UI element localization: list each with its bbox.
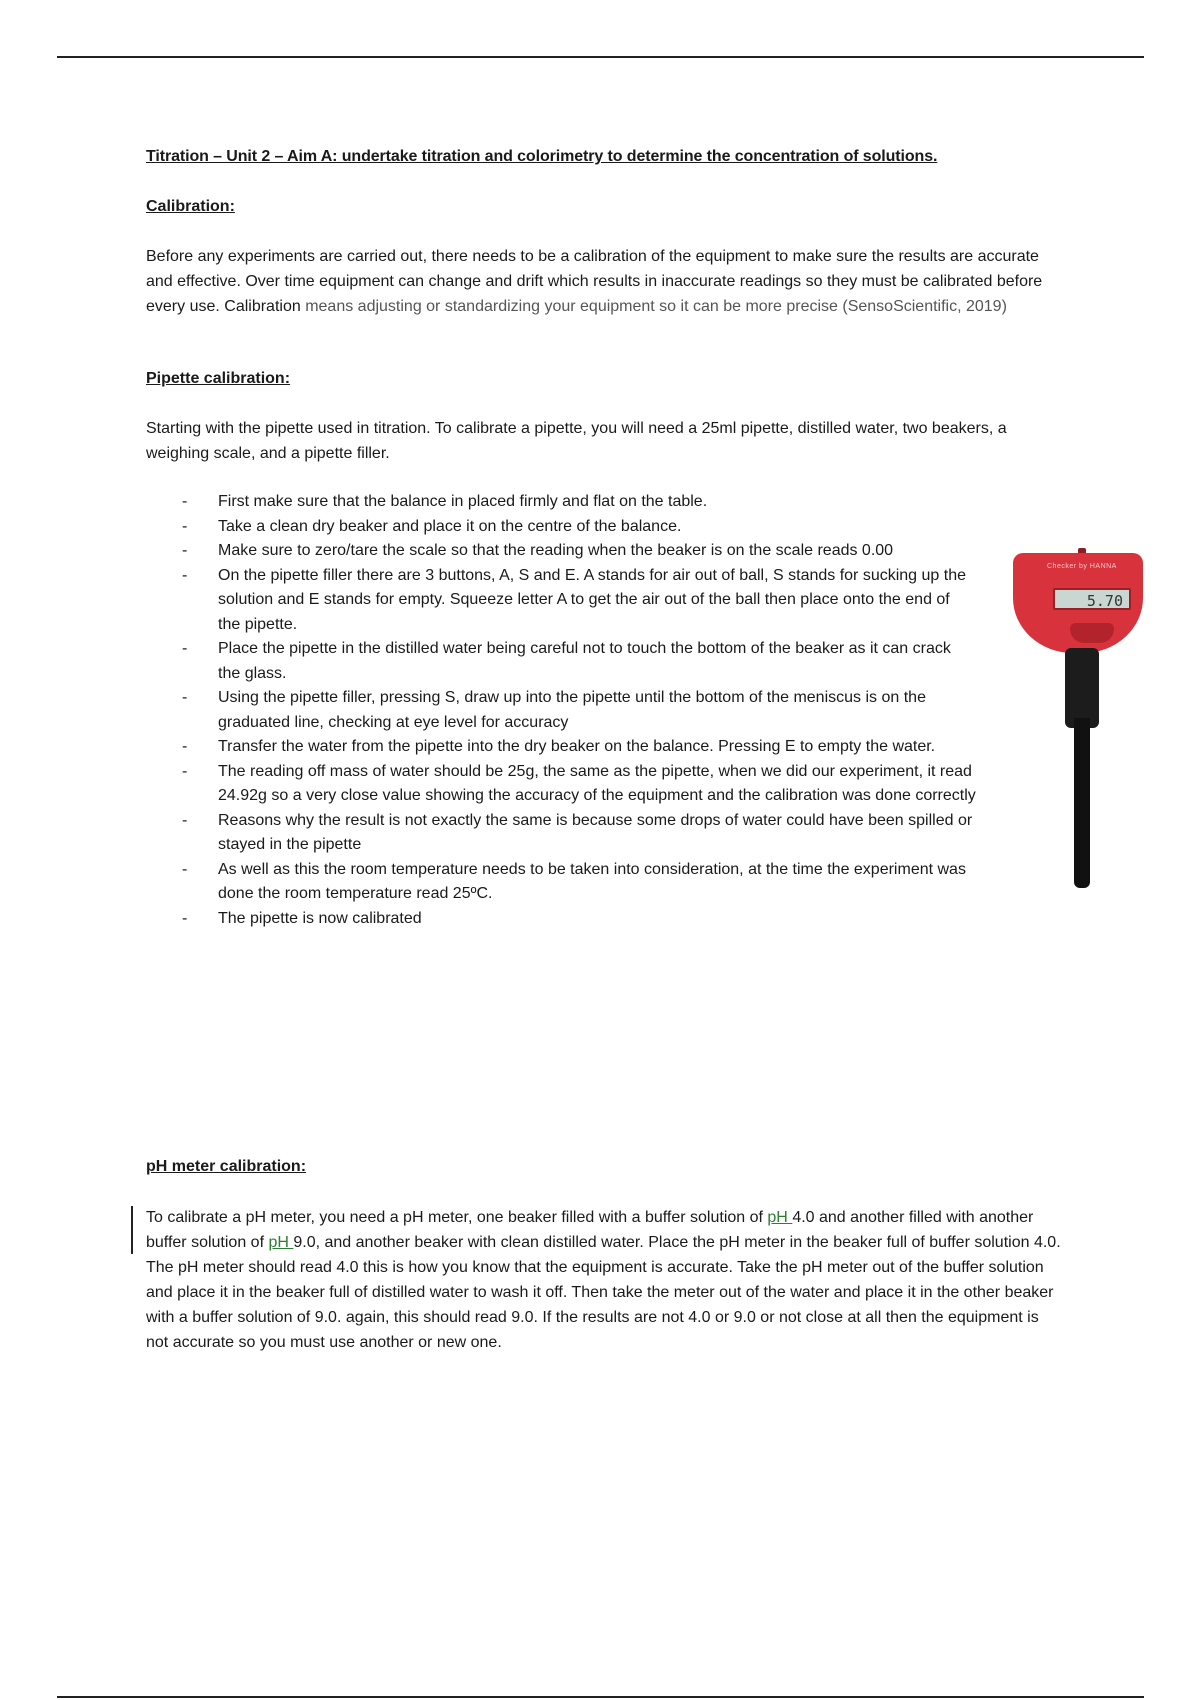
ph-body-part3: 9.0, and another beaker with clean distilled water. Place the pH meter in the beaker full of buffer solution 4.0. The pH meter should read 4.0 this is how you know that the equipment is accurate. Take the pH meter out of the buffer solution and place it in the beaker full of distilled water to wash it off. Then take the meter out of the water and place it in the other beaker with a buffer solution of 9.0. again, this should read 9.0. If the results are not 4.0 or 9.0 or not close at all then the equipment is not accurate so you must use another or new one. [146, 1234, 1061, 1351]
calibration-body: Before any experiments are carried out, there needs to be a calibration of the equipment to make sure the results are accurate and effective. Over time equipment can change and drift which results in inaccurate readings so they must be calibrated before every use. Calibration [146, 248, 1043, 315]
meter-brand-label: Checker by HANNA [1047, 563, 1117, 570]
calibration-heading-colon: : [229, 198, 235, 215]
step-text: First make sure that the balance in placed firmly and flat on the table. [218, 493, 708, 510]
bullet-dash: - [182, 909, 188, 927]
pipette-heading: Pipette calibration: [146, 370, 291, 387]
top-rule [57, 56, 1144, 58]
step-text: Using the pipette filler, pressing S, draw up into the pipette until the bottom of the meniscus is on the graduated line, checking at eye level for accuracy [218, 689, 926, 731]
ph-link-1[interactable]: pH [767, 1209, 793, 1226]
meter-button [1070, 623, 1114, 643]
list-item [146, 809, 976, 858]
ph-meter-heading: pH meter calibration: [146, 1158, 307, 1175]
text-cursor [131, 1206, 133, 1254]
bullet-dash: - [182, 566, 188, 584]
bullet-dash: - [182, 517, 188, 535]
step-text: Reasons why the result is not exactly the same is because some drops of water could have been spilled or stayed in the pipette [218, 811, 973, 853]
step-text: Take a clean dry beaker and place it on the centre of the balance. [218, 517, 682, 535]
step-text: Make sure to zero/tare the scale so that the reading when the beaker is on the scale reads 0.00 [218, 542, 894, 559]
meter-display: 5.70 [1053, 588, 1131, 610]
ph-meter-image [1008, 548, 1168, 898]
ph-meter-body [1013, 553, 1143, 653]
bullet-dash: - [182, 738, 188, 755]
bullet-dash: - [182, 811, 188, 829]
step-text: On the pipette filler there are 3 buttons, A, S and E. A stands for air out of ball, S stands for sucking up the solution and E stands for empty. Squeeze letter A to get the air out of the ball then place onto the end of the pipette. [218, 566, 966, 633]
step-text: Transfer the water from the pipette into the dry beaker on the balance. Pressing E to empty the water. [218, 738, 936, 755]
ph-link-2[interactable]: pH [268, 1234, 294, 1251]
calibration-paragraph [146, 244, 1046, 319]
bottom-rule [57, 1696, 1144, 1698]
list-item [146, 564, 976, 638]
pipette-steps-list [146, 490, 976, 931]
list-item [146, 858, 976, 907]
ph-body-part2: 4.0 and another filled with another buffer solution of [146, 1209, 1034, 1251]
list-item [146, 490, 976, 515]
meter-probe [1074, 718, 1090, 888]
bullet-dash: - [182, 762, 188, 780]
list-item [146, 686, 976, 735]
list-item [146, 907, 976, 932]
document-title: Titration – Unit 2 – Aim A: undertake titration and colorimetry to determine the concentration of solutions. [146, 148, 938, 165]
list-item [146, 539, 976, 564]
pipette-intro: Starting with the pipette used in titration. To calibrate a pipette, you will need a 25ml pipette, distilled water, two beakers, a weighing scale, and a pipette filler. [146, 420, 1007, 462]
step-text: Place the pipette in the distilled water being careful not to touch the bottom of the beaker as it can crack the glass. [218, 640, 951, 682]
bullet-dash: - [182, 640, 188, 657]
list-item [146, 637, 976, 686]
ph-meter-paragraph [146, 1205, 1061, 1355]
ph-body-part1: To calibrate a pH meter, you need a pH meter, one beaker filled with a buffer solution of [146, 1209, 768, 1226]
step-text: The pipette is now calibrated [218, 909, 422, 927]
bullet-dash: - [182, 689, 188, 706]
bullet-dash: - [182, 493, 188, 510]
list-item [146, 515, 976, 540]
calibration-definition: means adjusting or standardizing your equipment so it can be more precise (SensoScientific, 2019) [300, 298, 1007, 315]
list-item [146, 735, 976, 760]
meter-neck [1065, 648, 1099, 728]
calibration-heading-text: Calibration [146, 198, 230, 215]
bullet-dash: - [182, 542, 188, 559]
calibration-heading [146, 196, 235, 218]
list-item [146, 760, 976, 809]
step-text: As well as this the room temperature needs to be taken into consideration, at the time the experiment was done the room temperature read 25ºC. [218, 860, 966, 902]
bullet-dash: - [182, 860, 188, 878]
step-text: The reading off mass of water should be 25g, the same as the pipette, when we did our experiment, it read 24.92g so a very close value showing the accuracy of the equipment and the calibration was done correctly [218, 762, 976, 804]
